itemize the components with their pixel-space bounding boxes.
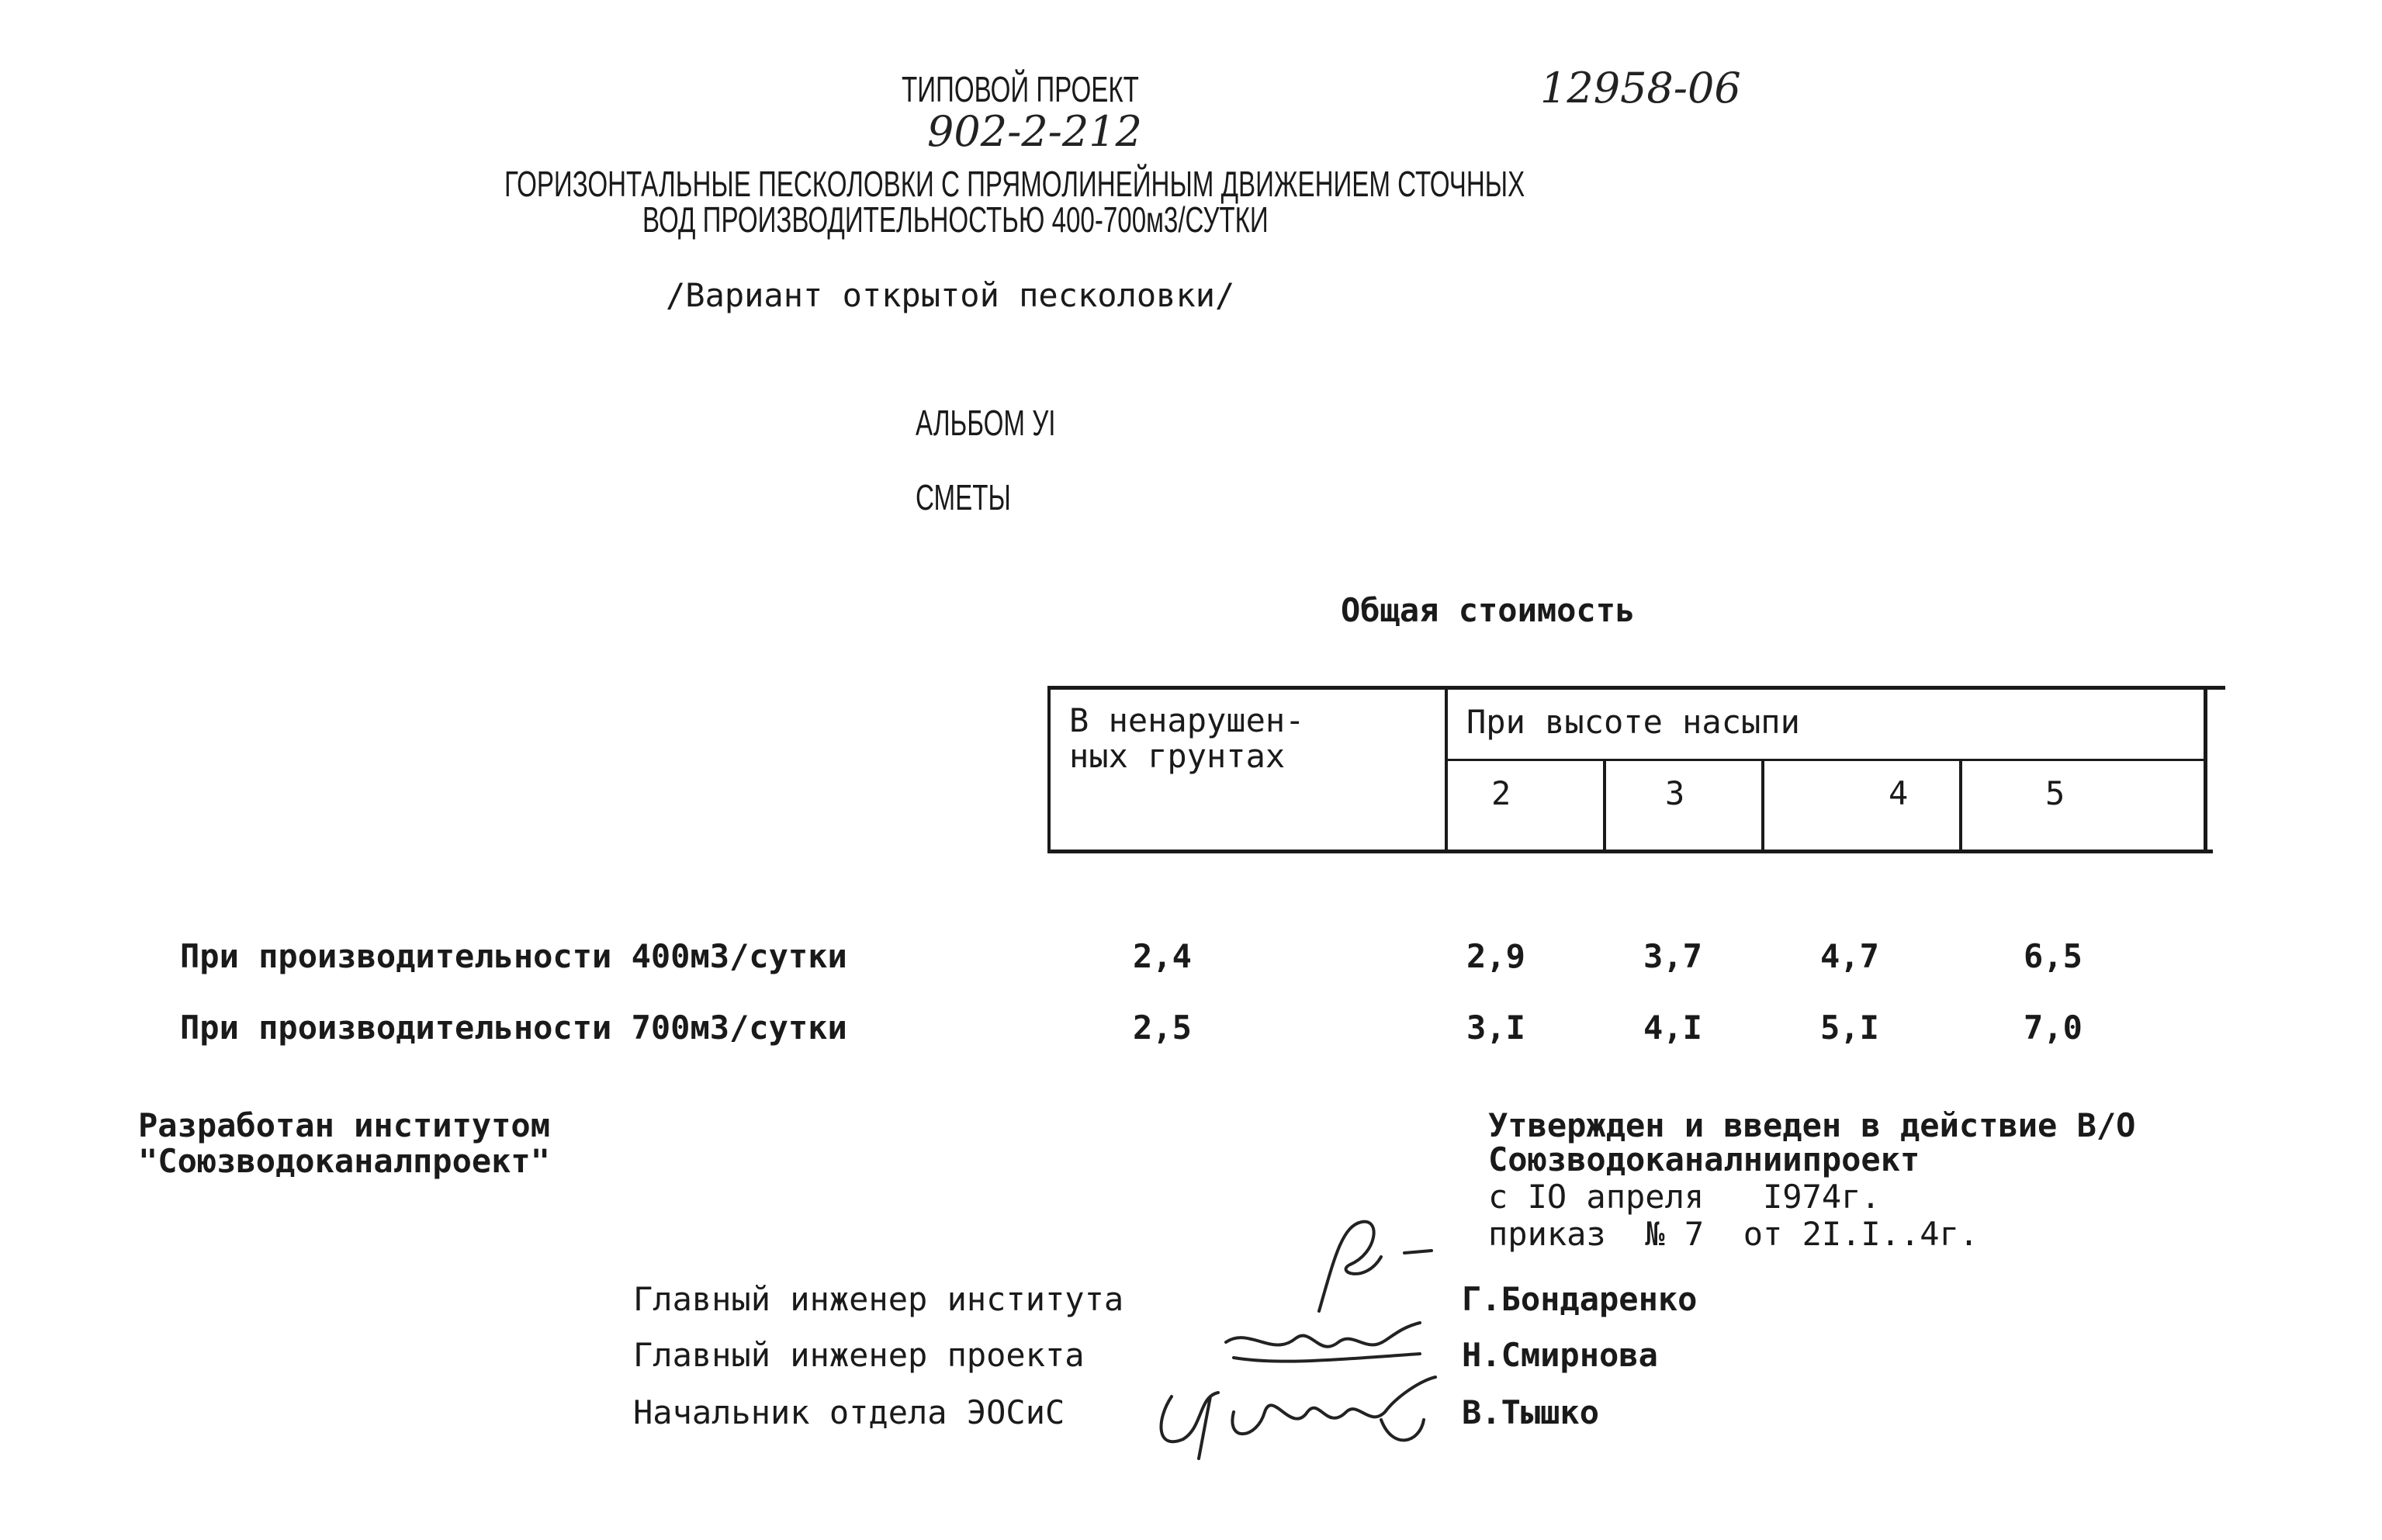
project-number: 902-2-212 xyxy=(927,107,1142,156)
cost-height-2: 2,9 xyxy=(1466,937,1525,975)
approval-line-2: Союзводоканалниипроект xyxy=(1488,1140,1920,1178)
table-mid-rule xyxy=(1446,759,2207,761)
title-line-1: ГОРИЗОНТАЛЬНЫЕ ПЕСКОЛОВКИ С ПРЯМОЛИНЕЙНЫМ ДВИЖЕНИЕМ СТОЧНЫХ xyxy=(504,164,1525,204)
height-5: 5 xyxy=(2045,774,2065,812)
table-divider xyxy=(1603,759,1606,853)
cost-height-3: 3,7 xyxy=(1643,937,1702,975)
approval-line-1: Утвержден и введен в действие В/О xyxy=(1488,1106,2136,1144)
signer-role: Начальник отдела ЭОСиС xyxy=(633,1393,1065,1431)
title-line-2: ВОД ПРОИЗВОДИТЕЛЬНОСТЬЮ 400-700м3/СУТКИ xyxy=(642,199,1269,240)
height-4: 4 xyxy=(1889,774,1909,812)
developer-line-1: Разработан институтом xyxy=(138,1106,551,1144)
album-label: АЛЬБОМ УI xyxy=(916,403,1056,443)
signer-name: В.Тышко xyxy=(1462,1393,1600,1431)
signer-name: Г.Бондаренко xyxy=(1462,1280,1698,1318)
signer-role: Главный инженер института xyxy=(633,1280,1124,1318)
cost-height-4: 5,I xyxy=(1820,1009,1879,1047)
table-divider xyxy=(1959,759,1962,853)
table-divider xyxy=(1761,759,1764,853)
cost-height-4: 4,7 xyxy=(1820,937,1879,975)
height-2: 2 xyxy=(1491,774,1511,812)
cost-height-2: 3,I xyxy=(1466,1009,1525,1047)
col-embankment-height: При высоте насыпи xyxy=(1466,703,1800,741)
table-bottom-rule xyxy=(1049,850,2213,853)
col-undisturbed-soil: В ненарушен- ных грунтах xyxy=(1069,701,1305,775)
row-label: При производительности 700м3/сутки xyxy=(180,1009,847,1047)
signer-role: Главный инженер проекта xyxy=(633,1336,1085,1374)
approval-line-3: с IO апреля I974г. xyxy=(1488,1178,1881,1216)
cost-undisturbed: 2,5 xyxy=(1133,1009,1192,1047)
variant-label: /Вариант открытой песколовки/ xyxy=(666,276,1235,314)
handwritten-signature xyxy=(1288,1210,1466,1327)
handwritten-signature xyxy=(1125,1365,1451,1482)
row-label: При производительности 400м3/сутки xyxy=(180,937,847,975)
table-right-rule xyxy=(2204,686,2207,853)
cost-height-3: 4,I xyxy=(1643,1009,1702,1047)
table-caption: Общая стоимость xyxy=(1341,591,1636,629)
table-top-rule xyxy=(1049,686,2225,690)
developer-line-2: "Союзводоканалпроект" xyxy=(138,1142,551,1180)
signer-name: Н.Смирнова xyxy=(1462,1336,1658,1374)
project-label: ТИПОВОЙ ПРОЕКТ xyxy=(902,69,1139,109)
section-label: СМЕТЫ xyxy=(916,477,1011,517)
table-divider xyxy=(1445,686,1448,853)
cost-undisturbed: 2,4 xyxy=(1133,937,1192,975)
approval-line-4: приказ № 7 от 2I.I..4г. xyxy=(1488,1215,1979,1253)
height-3: 3 xyxy=(1665,774,1685,812)
doc-code: 12958-06 xyxy=(1540,64,1741,112)
table-left-rule xyxy=(1047,686,1051,853)
cost-height-5: 6,5 xyxy=(2024,937,2083,975)
cost-height-5: 7,0 xyxy=(2024,1009,2083,1047)
